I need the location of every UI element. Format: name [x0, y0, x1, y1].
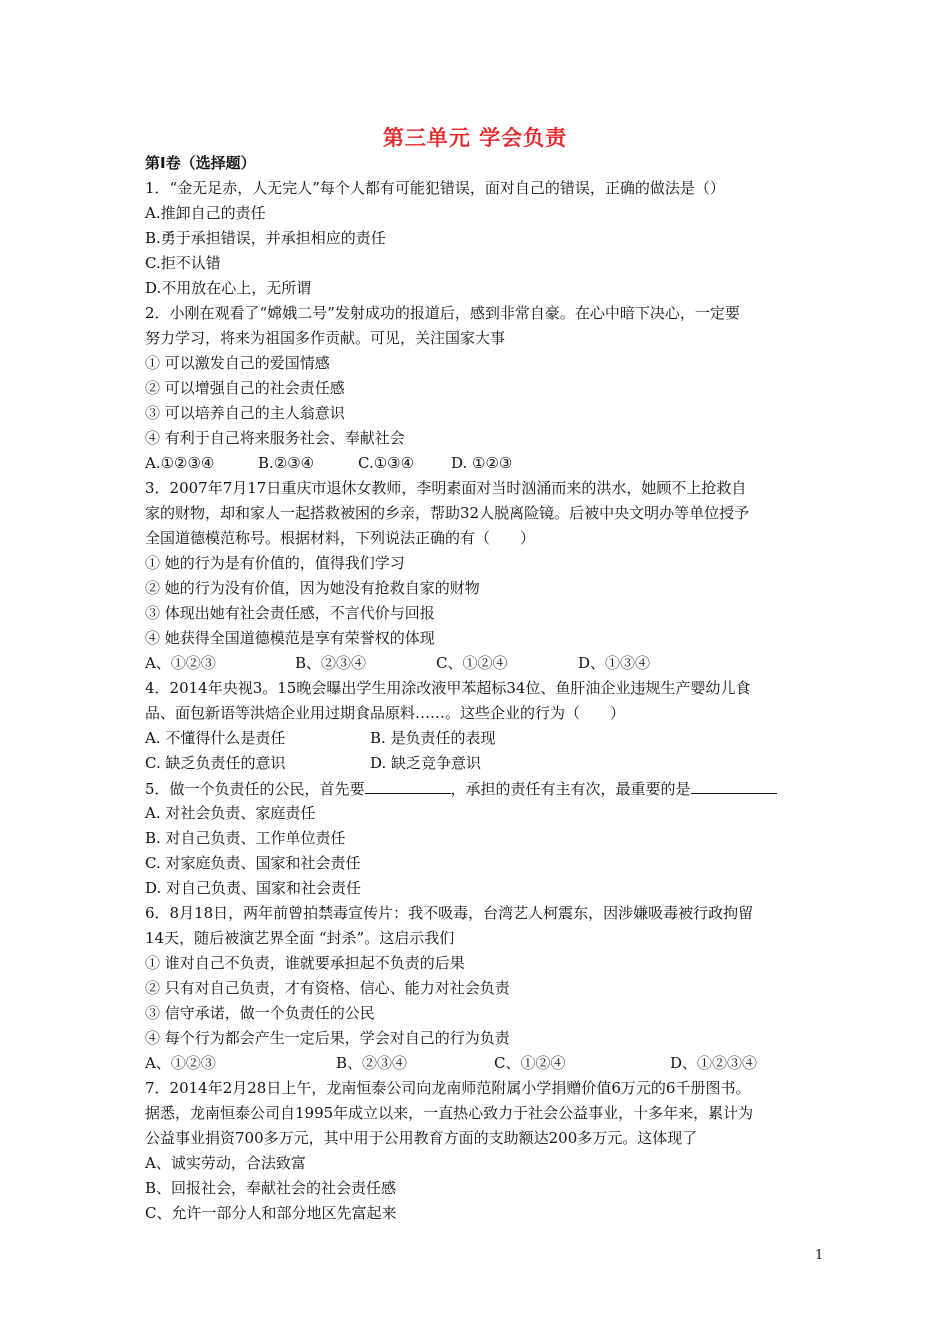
option: D、①③④	[578, 654, 651, 672]
text-line: 4．2014年央视3。15晚会曝出学生用涂改液甲苯超标34位、鱼肝油企业违规生产婴幼儿食	[145, 679, 751, 697]
text-line: ③ 可以培养自己的主人翁意识	[145, 404, 345, 422]
option: A. 不懂得什么是责任	[145, 729, 286, 747]
text-line: A、诚实劳动，合法致富	[145, 1154, 306, 1172]
text-line: 2．小刚在观看了“嫦娥二号”发射成功的报道后，感到非常自豪。在心中暗下决心，一定要	[145, 304, 740, 322]
option: D. 缺乏竞争意识	[370, 754, 482, 772]
text-line: A.推卸自己的责任	[145, 204, 266, 222]
option: B.②③④	[258, 454, 315, 472]
option: C、①②④	[494, 1054, 566, 1072]
q5-text-b: ，承担的责任有主有次，最重要的是	[450, 780, 691, 798]
text-line: 据悉，龙南恒泰公司自1995年成立以来，一直热心致力于社会公益事业，十多年来，累计为	[145, 1104, 754, 1122]
option: B、②③④	[336, 1054, 408, 1072]
option: D. ①②③	[451, 454, 513, 472]
text-line: ③ 体现出她有社会责任感，不言代价与回报	[145, 604, 435, 622]
text-line: 7．2014年2月28日上午，龙南恒泰公司向龙南师范附属小学捐赠价值6万元的6千册图书。	[145, 1079, 751, 1097]
text-line: ② 她的行为没有价值，因为她没有抢救自家的财物	[145, 579, 480, 597]
answer-blank	[691, 776, 777, 794]
text-line: ① 可以激发自己的爱国情感	[145, 354, 330, 372]
answer-blank	[365, 776, 451, 794]
text-line: ④ 她获得全国道德模范是享有荣誉权的体现	[145, 629, 435, 647]
option: B、②③④	[295, 654, 367, 672]
option: C. 缺乏负责任的意识	[145, 754, 286, 772]
text-line: 公益事业捐资700多万元，其中用于公用教育方面的支助额达200多万元。这体现了	[145, 1129, 698, 1147]
text-line: B.勇于承担错误，并承担相应的责任	[145, 229, 386, 247]
page-title: 第三单元 学会负责	[382, 126, 568, 150]
text-line: D. 对自己负责、国家和社会责任	[145, 879, 362, 897]
page-number: 1	[815, 1248, 824, 1263]
option: B. 是负责任的表现	[370, 729, 496, 747]
text-line: 努力学习，将来为祖国多作贡献。可见，关注国家大事	[145, 329, 506, 347]
option: A.①②③④	[145, 454, 215, 472]
text-line: ④ 每个行为都会产生一定后果，学会对自己的行为负责	[145, 1029, 510, 1047]
text-line: ④ 有利于自己将来服务社会、奉献社会	[145, 429, 405, 447]
question-content	[145, 176, 810, 1226]
text-line: 3．2007年7月17日重庆市退休女教师，李明素面对当时汹涌而来的洪水，她顾不上抢救自	[145, 479, 747, 497]
text-line: D.不用放在心上，无所谓	[145, 279, 312, 297]
text-line: 全国道德模范称号。根据材料，下列说法正确的有（ ）	[145, 529, 536, 547]
q2-options	[145, 451, 810, 476]
text-line: 家的财物，却和家人一起搭救被困的乡亲，帮助32人脱离险镜。后被中央文明办等单位授予	[145, 504, 750, 522]
text-line: ② 只有对自己负责，才有资格、信心、能力对社会负责	[145, 979, 510, 997]
q6-options	[145, 1051, 810, 1076]
text-line: C.拒不认错	[145, 254, 221, 272]
option: A、①②③	[145, 654, 216, 672]
text-line: B. 对自己负责、工作单位责任	[145, 829, 346, 847]
q5-text-a: 5．做一个负责任的公民，首先要	[145, 780, 365, 798]
text-line: 品、面包新语等洪焙企业用过期食品原料……。这些企业的行为（ ）	[145, 704, 626, 722]
option: D、①②③④	[670, 1054, 758, 1072]
text-line: C. 对家庭负责、国家和社会责任	[145, 854, 361, 872]
text-line: ① 她的行为是有价值的，值得我们学习	[145, 554, 405, 572]
text-line: B、回报社会，奉献社会的社会责任感	[145, 1179, 397, 1197]
option: C.①③④	[358, 454, 415, 472]
text-line: ② 可以增强自己的社会责任感	[145, 379, 345, 397]
section-heading: 第Ⅰ卷（选择题）	[145, 154, 256, 172]
text-line: 14天，随后被演艺界全面 “封杀”。这启示我们	[145, 929, 455, 947]
text-line: 6．8月18日，两年前曾拍禁毒宣传片：我不吸毒，台湾艺人柯震东，因涉嫌吸毒被行政拘留	[145, 904, 754, 922]
q5-stem	[145, 776, 810, 801]
option: A、①②③	[145, 1054, 216, 1072]
q3-options	[145, 651, 810, 676]
text-line: ① 谁对自己不负责，谁就要承担起不负责的后果	[145, 954, 465, 972]
text-line: ③ 信守承诺，做一个负责任的公民	[145, 1004, 375, 1022]
option: C、①②④	[436, 654, 508, 672]
text-line: A. 对社会负责、家庭责任	[145, 804, 316, 822]
text-line: C、允许一部分人和部分地区先富起来	[145, 1204, 397, 1222]
q4-options-row1	[145, 726, 810, 751]
q4-options-row2	[145, 751, 810, 776]
text-line: 1．“金无足赤，人无完人”每个人都有可能犯错误，面对自己的错误，正确的做法是（）	[145, 179, 725, 197]
